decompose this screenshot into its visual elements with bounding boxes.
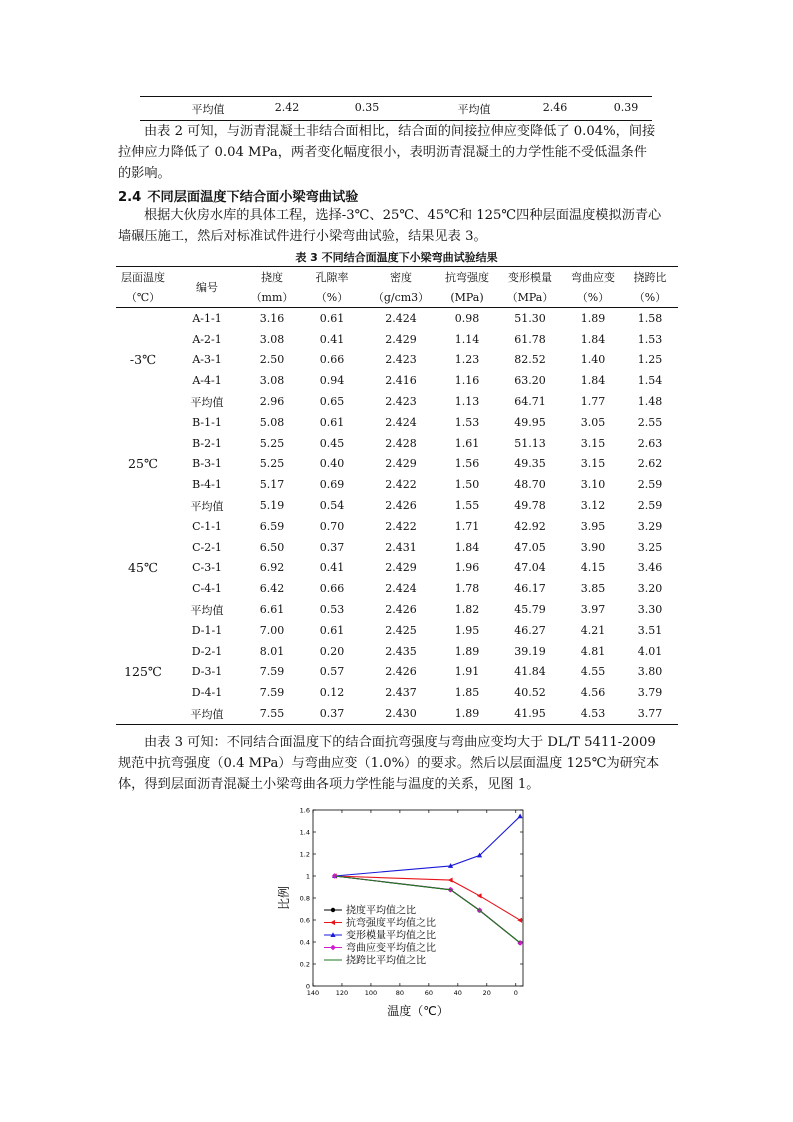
table-cell: C-1-1 <box>192 519 222 533</box>
table-cell: 3.80 <box>637 665 663 679</box>
table-cell: 2.422 <box>385 519 417 533</box>
table-cell: 7.55 <box>259 707 285 721</box>
legend-label: 抗弯强度平均值之比 <box>346 918 436 930</box>
table-cell: 2.424 <box>385 415 417 429</box>
results-table <box>116 266 678 725</box>
header-cell: 变形模量 <box>508 271 552 284</box>
paragraph-3 <box>118 732 678 795</box>
y-tick-label: 1.4 <box>299 828 310 837</box>
legend-label: 弯曲应变平均值之比 <box>346 943 436 955</box>
table-cell: A-3-1 <box>192 353 222 367</box>
x-tick-label: 20 <box>482 989 491 997</box>
table-cell: A-1-1 <box>192 311 222 325</box>
x-tick-label: 40 <box>453 989 462 997</box>
table-cell: 2.435 <box>385 644 417 658</box>
header-cell: 挠跨比 <box>633 271 667 284</box>
table-cell: 0.45 <box>319 436 345 450</box>
table-cell: 82.52 <box>514 353 546 367</box>
chart-svg <box>277 800 530 1025</box>
table-row <box>116 454 678 475</box>
table-cell: 1.13 <box>454 395 480 409</box>
y-tick-label: 0.2 <box>299 960 310 969</box>
table-cell: D-3-1 <box>191 665 223 679</box>
table-cell: 47.04 <box>514 561 546 575</box>
table-cell: 2.424 <box>385 582 417 596</box>
paragraph-2 <box>118 205 678 247</box>
table-cell: 6.42 <box>259 582 285 596</box>
table-cell: 平均值 <box>190 603 224 617</box>
prev-cell: 2.42 <box>274 101 300 114</box>
paragraph-1 <box>118 121 678 184</box>
figure-1-chart <box>277 800 530 1025</box>
x-tick-label: 60 <box>424 989 434 997</box>
table-cell: 1.89 <box>454 707 480 721</box>
table-cell: C-4-1 <box>192 582 222 596</box>
table-cell: 49.78 <box>514 499 546 513</box>
prev-table-average-row <box>140 101 652 117</box>
table-cell: 2.63 <box>637 436 663 450</box>
table-cell: 1.77 <box>580 395 606 409</box>
table-caption: 表 3 不同结合面温度下小梁弯曲试验结果 <box>295 251 498 264</box>
table-cell: 3.46 <box>637 561 663 575</box>
table-row <box>116 537 678 558</box>
data-point-2 <box>518 813 523 818</box>
text-line: 由表 3 可知：不同结合面温度下的结合面抗弯强度与弯曲应变均大于 DL/T 5411-2009 <box>144 735 656 750</box>
temperature-group-cell: 125℃ <box>124 664 162 680</box>
table-cell: 3.08 <box>259 332 285 346</box>
table-cell: 2.428 <box>385 436 417 450</box>
temperature-group-cell: -3℃ <box>129 352 157 368</box>
table-cell: 4.55 <box>580 665 606 679</box>
table-cell: C-2-1 <box>192 540 222 554</box>
table-cell: 2.62 <box>637 457 663 471</box>
table-cell: 2.429 <box>385 457 417 471</box>
table-cell: D-2-1 <box>191 644 223 658</box>
table-row <box>116 578 678 599</box>
table-cell: 2.430 <box>385 707 417 721</box>
table-cell: 0.98 <box>454 311 480 325</box>
table-cell: 1.95 <box>454 623 480 637</box>
y-tick-label: 0.8 <box>299 894 310 903</box>
table-cell: 3.12 <box>580 499 606 513</box>
table-cell: 2.429 <box>385 332 417 346</box>
text-line: 拉伸应力降低了 0.04 MPa，两者变化幅度很小，表明沥青混凝土的力学性能不受低温条件 <box>118 145 647 160</box>
table-cell: B-1-1 <box>192 415 222 429</box>
x-tick-label: 80 <box>395 989 405 997</box>
text-line: 墙碾压施工，然后对标准试件进行小梁弯曲试验，结果见表 3。 <box>118 229 487 244</box>
table-cell: 平均值 <box>190 395 224 409</box>
table-cell: 2.437 <box>385 686 417 700</box>
table-cell: 0.65 <box>319 395 345 409</box>
table-row <box>116 662 678 683</box>
table-cell: 1.82 <box>454 603 480 617</box>
table-cell: 51.13 <box>514 436 546 450</box>
table-cell: 49.35 <box>514 457 546 471</box>
table-cell: 1.48 <box>637 395 663 409</box>
table-cell: D-1-1 <box>191 623 223 637</box>
table-cell: 7.59 <box>259 665 285 679</box>
header-unit: （g/cm3） <box>372 291 430 304</box>
y-tick-label: 0 <box>305 982 310 991</box>
table-row <box>116 433 678 454</box>
table-cell: 49.95 <box>514 415 546 429</box>
table-cell: 3.85 <box>580 582 606 596</box>
x-tick-label: 140 <box>306 989 320 997</box>
header-cell: 密度 <box>390 271 412 284</box>
table-cell: 2.426 <box>385 665 417 679</box>
table-cell: 2.50 <box>259 353 285 367</box>
table-cell: 6.61 <box>259 603 285 617</box>
table-cell: 2.426 <box>385 603 417 617</box>
series-line-2 <box>335 816 520 876</box>
table-row <box>116 641 678 662</box>
table-cell: 1.16 <box>454 374 480 388</box>
prev-cell: 平均值 <box>191 103 225 116</box>
table-cell: 0.41 <box>319 561 345 575</box>
header-unit: （MPa） <box>506 291 554 304</box>
table-cell: 2.423 <box>385 395 417 409</box>
table-cell: 2.55 <box>637 415 663 429</box>
table-cell: 0.57 <box>319 665 345 679</box>
table-cell: 4.21 <box>580 623 606 637</box>
prev-table-top-rule <box>140 96 652 97</box>
table-cell: 63.20 <box>514 374 546 388</box>
y-tick-label: 1.6 <box>299 806 310 815</box>
header-unit: （mm） <box>250 291 294 304</box>
table-cell: 1.61 <box>454 436 480 450</box>
table-cell: 2.59 <box>637 478 663 492</box>
table-cell: 1.84 <box>580 332 606 346</box>
table-cell: 1.53 <box>637 332 663 346</box>
x-tick-label: 120 <box>335 989 349 997</box>
table-cell: 1.84 <box>580 374 606 388</box>
table-cell: 42.92 <box>514 519 546 533</box>
table-cell: 5.08 <box>259 415 285 429</box>
table-cell: 4.53 <box>580 707 606 721</box>
table-cell: 3.15 <box>580 457 606 471</box>
table-cell: 1.85 <box>454 686 480 700</box>
x-tick-label: 100 <box>364 989 378 997</box>
y-tick-label: 0.6 <box>299 916 310 925</box>
table-row <box>116 495 678 516</box>
x-axis-title: 温度（℃） <box>387 1004 449 1018</box>
table-cell: 1.25 <box>637 353 663 367</box>
table-cell: 2.96 <box>259 395 285 409</box>
prev-cell: 0.39 <box>613 101 639 114</box>
table-cell: 0.94 <box>319 374 345 388</box>
header-cell: 抗弯强度 <box>445 271 489 284</box>
header-unit: （℃） <box>125 291 161 304</box>
y-tick-label: 1 <box>305 872 310 881</box>
table-cell: 2.423 <box>385 353 417 367</box>
table-cell: 64.71 <box>514 395 546 409</box>
table-cell: 40.52 <box>514 686 546 700</box>
legend-marker <box>330 920 335 925</box>
table-cell: 7.00 <box>259 623 285 637</box>
header-cell: 编号 <box>196 281 218 294</box>
text-line: 的影响。 <box>118 166 171 181</box>
table-cell: 1.40 <box>580 353 606 367</box>
table-cell: 3.25 <box>637 540 663 554</box>
table-row <box>116 391 678 412</box>
table-cell: 0.69 <box>319 478 345 492</box>
table-cell: 2.59 <box>637 499 663 513</box>
table-cell: 6.92 <box>259 561 285 575</box>
table-row <box>116 682 678 703</box>
table-cell: 0.61 <box>319 415 345 429</box>
table-cell: 2.424 <box>385 311 417 325</box>
table-cell: 3.77 <box>637 707 663 721</box>
temperature-group-cell: 25℃ <box>128 456 158 472</box>
table-cell: 1.14 <box>454 332 480 346</box>
table-cell: A-2-1 <box>192 332 222 346</box>
legend-marker <box>331 908 335 912</box>
prev-cell: 2.46 <box>542 101 568 114</box>
table-cell: 5.17 <box>259 478 285 492</box>
table-cell: 1.89 <box>580 311 606 325</box>
table-cell: 1.53 <box>454 415 480 429</box>
section-number: 2.4 <box>118 190 142 205</box>
data-point-1 <box>448 877 453 882</box>
table-cell: 1.89 <box>454 644 480 658</box>
x-tick-label: 0 <box>513 989 518 997</box>
table-cell: 2.425 <box>385 623 417 637</box>
table-row <box>116 703 678 724</box>
header-unit: (MPa) <box>450 290 484 304</box>
data-point-1 <box>477 893 482 898</box>
table-cell: 3.16 <box>259 311 285 325</box>
table-cell: 48.70 <box>514 478 546 492</box>
table-cell: 0.61 <box>319 311 345 325</box>
table-row <box>116 516 678 537</box>
table-cell: 2.429 <box>385 561 417 575</box>
table-body <box>116 308 678 725</box>
table-cell: 3.79 <box>637 686 663 700</box>
header-cell: 孔隙率 <box>315 271 349 284</box>
legend-label: 变形模量平均值之比 <box>346 930 436 942</box>
table-cell: 1.54 <box>637 374 663 388</box>
temperature-group-cell: 45℃ <box>128 560 158 576</box>
table-cell: D-4-1 <box>191 686 223 700</box>
table-cell: 0.37 <box>319 540 345 554</box>
table-cell: 4.15 <box>580 561 606 575</box>
table-cell: 4.56 <box>580 686 606 700</box>
table-cell: 39.19 <box>514 644 546 658</box>
table-cell: 1.23 <box>454 353 480 367</box>
table-cell: 3.08 <box>259 374 285 388</box>
table-cell: 0.53 <box>319 603 345 617</box>
table-cell: 1.84 <box>454 540 480 554</box>
table-row <box>116 599 678 620</box>
table-cell: 0.70 <box>319 519 345 533</box>
table-row <box>116 474 678 495</box>
table-cell: 1.71 <box>454 519 480 533</box>
table-cell: 0.54 <box>319 499 345 513</box>
table-cell: 0.40 <box>319 457 345 471</box>
table-cell: B-4-1 <box>192 478 222 492</box>
prev-cell: 0.35 <box>354 101 380 114</box>
table-cell: 3.30 <box>637 603 663 617</box>
table-cell: 4.01 <box>637 644 663 658</box>
table-cell: 1.78 <box>454 582 480 596</box>
table-cell: 3.90 <box>580 540 606 554</box>
table-cell: 0.41 <box>319 332 345 346</box>
section-heading <box>118 186 358 205</box>
table-cell: 47.05 <box>514 540 546 554</box>
table-cell: 41.84 <box>514 665 546 679</box>
table-cell: 0.61 <box>319 623 345 637</box>
table-cell: 0.66 <box>319 582 345 596</box>
text-line: 由表 2 可知，与沥青混凝土非结合面相比，结合面的间接拉伸应变降低了 0.04%，间接 <box>144 124 656 139</box>
table-cell: 1.58 <box>637 311 663 325</box>
table-cell: 0.37 <box>319 707 345 721</box>
header-unit: （%） <box>633 291 667 304</box>
legend-label: 挠度平均值之比 <box>346 905 416 917</box>
table-cell: 1.91 <box>454 665 480 679</box>
table-cell: 41.95 <box>514 707 546 721</box>
table-cell: 5.25 <box>259 457 285 471</box>
table-cell: 51.30 <box>514 311 546 325</box>
prev-cell: 平均值 <box>457 103 491 116</box>
table-cell: 3.51 <box>637 623 663 637</box>
table-row <box>116 620 678 641</box>
table-cell: 5.25 <box>259 436 285 450</box>
text-line: 根据大伙房水库的具体工程，选择-3℃、25℃、45℃和 125℃四种层面温度模拟沥青心 <box>144 208 662 223</box>
table-cell: 2.422 <box>385 478 417 492</box>
header-cell: 层面温度 <box>121 271 165 284</box>
table-cell: 2.431 <box>385 540 417 554</box>
table-row <box>116 329 678 350</box>
table-cell: 0.12 <box>319 686 345 700</box>
y-axis-title: 比例 <box>277 885 291 911</box>
table-cell: 6.50 <box>259 540 285 554</box>
table-row <box>116 350 678 371</box>
header-unit: （%） <box>576 291 610 304</box>
table-cell: 46.17 <box>514 582 546 596</box>
table-cell: 3.95 <box>580 519 606 533</box>
table-row <box>116 308 678 329</box>
table-cell: 3.97 <box>580 603 606 617</box>
table-cell: B-2-1 <box>192 436 222 450</box>
table-cell: C-3-1 <box>192 561 222 575</box>
table-cell: B-3-1 <box>192 457 222 471</box>
text-line: 规范中抗弯强度（0.4 MPa）与弯曲应变（1.0%）的要求。然后以层面温度 125℃为研究本 <box>118 756 660 771</box>
table-cell: A-4-1 <box>192 374 222 388</box>
table-cell: 3.20 <box>637 582 663 596</box>
header-cell: 挠度 <box>261 271 283 284</box>
table-cell: 8.01 <box>259 644 285 658</box>
text-line: 体，得到层面沥青混凝土小梁弯曲各项力学性能与温度的关系，见图 1。 <box>118 777 540 792</box>
table-row <box>116 370 678 391</box>
y-tick-label: 0.4 <box>299 938 310 947</box>
table-cell: 0.20 <box>319 644 345 658</box>
table-cell: 1.50 <box>454 478 480 492</box>
table-cell: 1.96 <box>454 561 480 575</box>
section-title: 不同层面温度下结合面小梁弯曲试验 <box>147 190 359 205</box>
header-unit: （%） <box>315 291 349 304</box>
table-cell: 5.19 <box>259 499 285 513</box>
table-cell: 3.29 <box>637 519 663 533</box>
table-cell: 3.10 <box>580 478 606 492</box>
table-row <box>116 558 678 579</box>
table-cell: 平均值 <box>190 707 224 721</box>
table-cell: 1.55 <box>454 499 480 513</box>
table-cell: 61.78 <box>514 332 546 346</box>
table-cell: 平均值 <box>190 499 224 513</box>
legend-label: 挠跨比平均值之比 <box>346 955 426 967</box>
header-cell: 弯曲应变 <box>571 271 615 284</box>
table-row <box>116 412 678 433</box>
table-cell: 3.15 <box>580 436 606 450</box>
table-cell: 2.416 <box>385 374 417 388</box>
table-cell: 4.81 <box>580 644 606 658</box>
table-cell: 45.79 <box>514 603 546 617</box>
table-cell: 7.59 <box>259 686 285 700</box>
table-cell: 3.05 <box>580 415 606 429</box>
table-cell: 46.27 <box>514 623 546 637</box>
table-cell: 2.426 <box>385 499 417 513</box>
y-tick-label: 1.2 <box>299 850 310 859</box>
table-cell: 6.59 <box>259 519 285 533</box>
table-cell: 0.66 <box>319 353 345 367</box>
legend-marker <box>330 945 336 951</box>
table-cell: 1.56 <box>454 457 480 471</box>
